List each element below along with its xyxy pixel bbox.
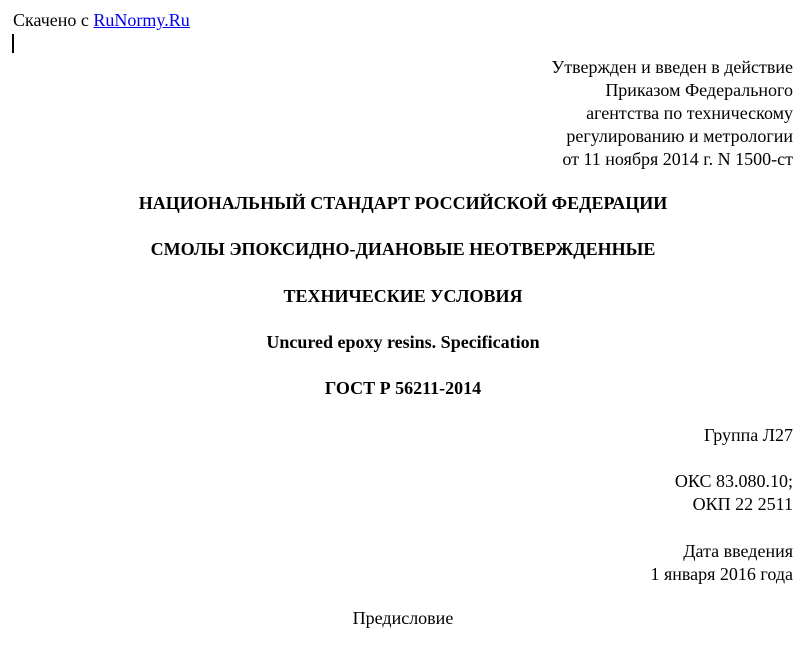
national-standard-title: НАЦИОНАЛЬНЫЙ СТАНДАРТ РОССИЙСКОЙ ФЕДЕРАЦИИ (138, 193, 668, 213)
approval-line: агентства по техническому (586, 103, 793, 123)
approval-line: от 11 ноября 2014 г. N 1500-ст (562, 149, 793, 169)
resin-name-title: СМОЛЫ ЭПОКСИДНО-ДИАНОВЫЕ НЕОТВЕРЖДЕННЫЕ (150, 239, 656, 259)
okp-code: ОКП 22 2511 (692, 494, 793, 514)
introduction-date-label: Дата введения (683, 541, 793, 561)
gost-number: ГОСТ Р 56211-2014 (324, 378, 482, 398)
source-link[interactable]: RuNormy.Ru (93, 10, 190, 30)
source-prefix: Скачено с (13, 10, 94, 30)
approval-line: регулированию и метрологии (566, 126, 793, 146)
approval-line: Приказом Федерального (605, 80, 793, 100)
approval-block (551, 56, 793, 171)
approval-line: Утвержден и введен в действие (551, 57, 793, 77)
text-cursor (12, 34, 14, 53)
introduction-date-value: 1 января 2016 года (650, 564, 793, 584)
english-title: Uncured epoxy resins. Specification (266, 332, 540, 352)
group-code: Группа Л27 (704, 425, 793, 445)
preface-heading: Предисловие (352, 608, 454, 628)
oks-code: ОКС 83.080.10; (674, 471, 793, 491)
source-line (13, 9, 190, 31)
classification-codes (675, 470, 793, 516)
specification-title: ТЕХНИЧЕСКИЕ УСЛОВИЯ (283, 286, 523, 306)
introduction-date-block (650, 540, 793, 586)
